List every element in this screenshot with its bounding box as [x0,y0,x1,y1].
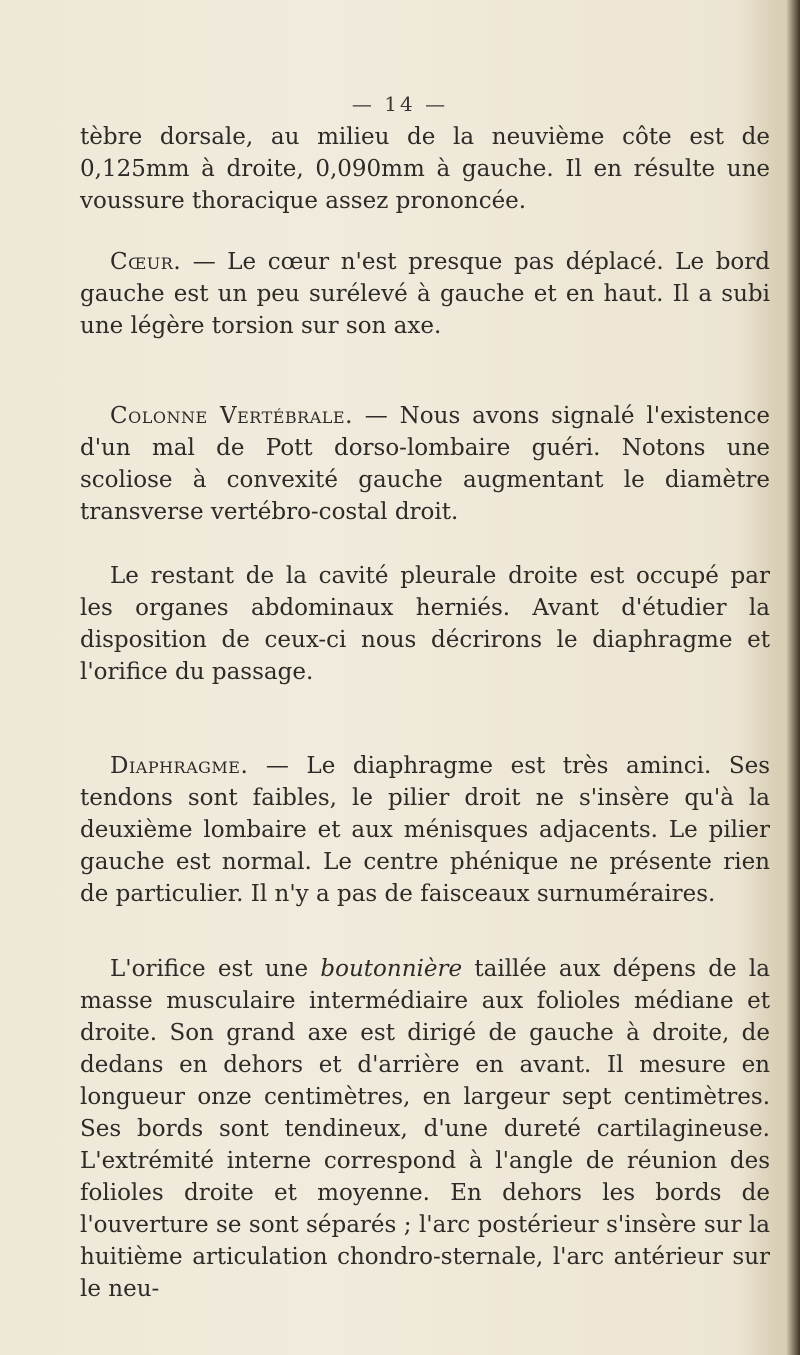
paragraph-restant [80,560,770,688]
section-heading-coeur: Cœur. [110,249,182,275]
section-heading-colonne: Colonne Vertébrale. [110,403,353,429]
paragraph-body: — Nous avons signalé l'existence d'un mal de Pott dorso-lombaire guéri. Notons une scoliose à convexité gauche augmentant le diamètre transverse vertébro-costal droit. [80,403,770,525]
paragraph-body: — Le cœur n'est presque pas déplacé. Le bord gauche est un peu surélevé à gauche et en haut. Il a subi une légère torsion sur son axe. [80,249,770,339]
paragraph-continuation [80,121,770,217]
paragraph-text: Le restant de la cavité pleurale droite est occupé par les organes abdominaux herniés. Avant d'étudier la disposition de ceux-ci nous décrirons le diaphragme et l'orifice du passage. [80,563,770,685]
paragraph-diaphragme [80,750,770,910]
italic-term: boutonnière [320,956,463,982]
paragraph-body: — Le diaphragme est très aminci. Ses tendons sont faibles, le pilier droit ne s'insère qu'à la deuxième lombaire et aux ménisques adjacents. Le pilier gauche est normal. Le centre phénique ne présente rien de particulier. Il n'y a pas de faisceaux surnuméraires. [80,753,770,907]
section-heading-diaphragme: Diaphragme. [110,753,249,779]
paragraph-text [80,400,770,528]
page-edge-shadow [786,0,800,1355]
paragraph-text [80,750,770,910]
paragraph-body-end: taillée aux dépens de la masse musculaire intermédiaire aux folioles médiane et droite. Son grand axe est dirigé de gauche à droite, de dedans en dehors et d'arrière en avant. Il mesure en longueur onze centimètres, en largeur sept centimètres. Ses bords sont tendineux, d'une dureté cartilagineuse. L'extrémité interne correspond à l'angle de réunion des folioles droite et moyenne. En dehors les bords de l'ouverture se sont séparés ; l'arc postérieur s'insère sur la huitième articulation chondro-sternale, l'arc antérieur sur le neu- [80,956,770,1302]
paragraph-orifice [80,953,770,1305]
paragraph-text [80,246,770,342]
paragraph-text [80,953,770,1305]
paragraph-colonne [80,400,770,528]
paragraph-text: tèbre dorsale, au milieu de la neuvième côte est de 0,125mm à droite, 0,090mm à gauche. Il en résulte une voussure thoracique assez prononcée. [80,124,770,214]
paragraph-body-start: L'orifice est une [110,956,321,982]
page-number: — 14 — [351,92,449,116]
paragraph-coeur [80,246,770,342]
